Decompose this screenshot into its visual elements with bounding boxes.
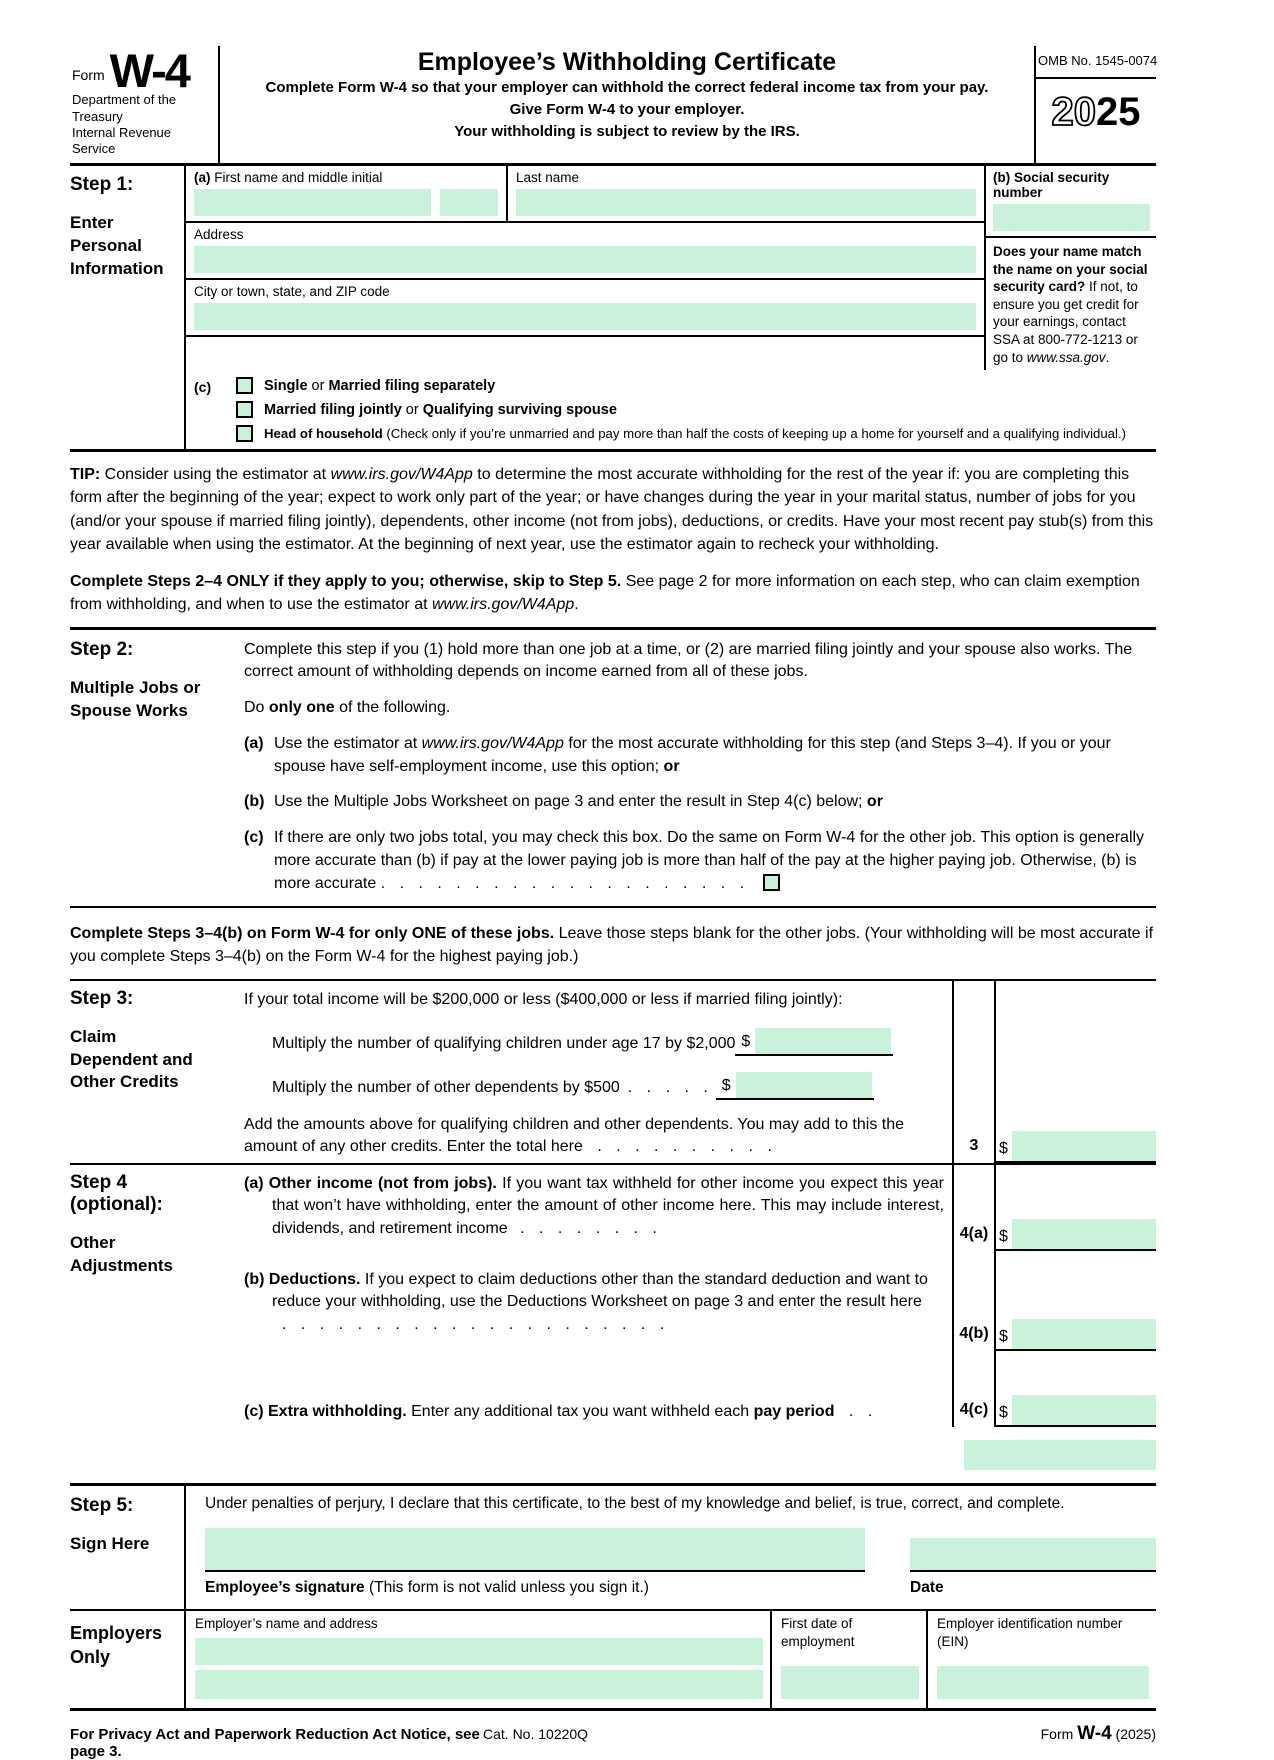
filing-option-head-household	[236, 425, 1156, 442]
filing-option-married-jointly	[236, 401, 1156, 418]
option2-or: or	[401, 401, 423, 418]
option3-tail: (Check only if you’re unmarried and pay more than half the costs of keeping up a home for yourself and a qualifying individual.)	[386, 426, 1127, 442]
tip-paragraph	[70, 463, 1156, 556]
ssa-note-text: If not, to ensure you get credit for your earnings, contact SSA at 800-772-1213 or go to	[993, 279, 1139, 365]
option1-or: or	[307, 377, 329, 394]
page-title: Employee’s Withholding Certificate	[417, 48, 837, 76]
dot-leader: . . . . .	[627, 1079, 708, 1097]
year-prefix: 20	[1051, 90, 1096, 134]
step4b-text	[244, 1269, 944, 1336]
estimator-link-3: www.irs.gov/W4App	[421, 734, 564, 752]
footer-form-id	[743, 1723, 1156, 1745]
step2a-text-1: Use the estimator at	[274, 734, 422, 752]
step3-subtitle: Claim Dependent and Other Credits	[70, 1026, 193, 1092]
married-jointly-checkbox[interactable]	[236, 401, 253, 418]
step1-label-col	[70, 166, 186, 449]
filing-status-row	[186, 370, 1156, 449]
step3-num-cell	[952, 981, 996, 1017]
steps24-note-bold: Complete Steps 2–4 ONLY if they apply to you; otherwise, skip to Step 5.	[70, 572, 622, 590]
step4-title: Step 4 (optional):	[70, 1172, 163, 1216]
step2c-prefix: (c)	[244, 829, 264, 847]
dollar-sign: $	[999, 1228, 1008, 1246]
step2-section	[70, 630, 1156, 895]
ssa-note	[986, 238, 1156, 370]
head-household-checkbox[interactable]	[236, 425, 253, 442]
dot-leader: . .	[848, 1402, 873, 1420]
omb-year-block	[1034, 46, 1156, 163]
option2-bold1: Married filing jointly	[264, 401, 402, 418]
total-credits-text	[244, 1114, 944, 1159]
step2-title: Step 2:	[70, 638, 134, 660]
step4b-bold: (b) Deductions.	[244, 1271, 361, 1289]
step2a-item	[244, 733, 1156, 778]
date-label: Date	[910, 1579, 944, 1597]
step4b-body: If you expect to claim deductions other than the standard deduction and want to reduce your withholding, use the Deductions Worksheet on page 3 and enter the result here	[272, 1271, 928, 1311]
step1a-prefix: (a)	[194, 170, 211, 186]
privacy-notice: For Privacy Act and Paperwork Reduction Act Notice, see page 3.	[70, 1726, 480, 1760]
single-filing-checkbox[interactable]	[236, 377, 253, 394]
ssa-note-end: .	[1105, 349, 1110, 365]
employer-name-cell	[186, 1611, 772, 1708]
tip-text-1: Consider using the estimator at	[100, 466, 331, 484]
signature-label	[205, 1579, 895, 1597]
tax-year	[1036, 90, 1156, 135]
perjury-statement: Under penalties of perjury, I declare that this certificate, to the best of my knowledge and belief, is true, correct, and complete.	[205, 1495, 1065, 1513]
option1-bold1: Single	[264, 377, 308, 394]
subtitle-line-2: Give Form W-4 to your employer.	[509, 100, 745, 118]
step2c-text: If there are only two jobs total, you may check this box. Do the same on Form W-4 for the other job. This option is generally more accurate than (b) if pay at the lower paying job is more than half of the pay at the higher paying job. Otherwise, (b) is more accurate	[274, 829, 1145, 892]
do-text-2: of the following.	[334, 699, 451, 717]
step4a-text	[244, 1173, 944, 1240]
qualifying-children-line	[272, 1028, 944, 1056]
step4c-body: Enter any additional tax you want withheld each	[406, 1402, 754, 1420]
divider	[70, 906, 1156, 908]
step2-do-line	[244, 697, 1156, 720]
signature-input[interactable]	[205, 1528, 865, 1572]
employers-only-label: Employers Only	[70, 1623, 163, 1668]
dollar-sign: $	[721, 1077, 731, 1095]
step2b-text: Use the Multiple Jobs Worksheet on page 3 and enter the result in Step 4(c) below;	[274, 793, 867, 811]
step1c-prefix: (c)	[194, 379, 212, 396]
other-income-input[interactable]	[1012, 1219, 1156, 1249]
date-input[interactable]	[910, 1538, 1156, 1572]
last-name-label: Last name	[516, 170, 580, 186]
step1-subtitle: Enter Personal Information	[70, 213, 164, 279]
other-dependents-amount-input[interactable]	[736, 1072, 872, 1098]
steps34-note-text: Leave those steps blank for the other jobs. (Your withholding will be most accurate if you complete Steps 3–4(b) on the Form W-4 for the highest paying job.)	[70, 924, 1154, 965]
step4a-bold: (a) Other income (not from jobs).	[244, 1175, 497, 1193]
tip-label: TIP:	[70, 466, 101, 484]
first-date-employment-input[interactable]	[781, 1666, 919, 1699]
step4c-pay-period: pay period	[753, 1402, 835, 1420]
step2-subtitle: Multiple Jobs or Spouse Works	[70, 677, 201, 720]
dollar-sign: $	[741, 1033, 751, 1051]
qualifying-children-amount-input[interactable]	[755, 1028, 891, 1054]
steps34-note-bold: Complete Steps 3–4(b) on Form W-4 for only ONE of these jobs.	[70, 924, 555, 942]
total-credits-sentence: Add the amounts above for qualifying children and other dependents. You may add to this the amount of any other credits. Enter the total here	[244, 1115, 905, 1156]
step2-intro: Complete this step if you (1) hold more than one job at a time, or (2) are married filing jointly and your spouse also works. The correct amount of withholding depends on income earned from all of these jobs.	[244, 640, 1133, 681]
employer-name-label: Employer’s name and address	[195, 1616, 378, 1632]
step4-subtitle: Other Adjustments	[70, 1233, 173, 1276]
step1-section	[70, 166, 1156, 452]
address-input[interactable]	[194, 246, 976, 273]
catalog-number: Cat. No. 10220Q	[483, 1726, 589, 1743]
first-date-cell	[772, 1611, 928, 1708]
steps34-note	[70, 922, 1156, 968]
dollar-sign: $	[999, 1139, 1008, 1157]
step4-section	[70, 1165, 1156, 1427]
step2b-or: or	[866, 793, 883, 811]
steps24-note-end: .	[574, 596, 579, 614]
filing-option-single	[236, 377, 1156, 394]
step3-section	[70, 981, 1156, 1163]
dot-leader: . . . . . . . . . . . . . . . . . . . . .	[282, 1315, 665, 1333]
step4c-bold: (c) Extra withholding.	[244, 1402, 407, 1420]
estimator-link-2: www.irs.gov/W4App	[431, 596, 575, 614]
option1-bold2: Married filing separately	[328, 377, 496, 394]
line-4c-number: 4(c)	[952, 1351, 996, 1427]
option2-bold2: Qualifying surviving spouse	[422, 401, 617, 418]
step1b-prefix: (b)	[993, 170, 1011, 186]
last-name-input[interactable]	[516, 189, 976, 216]
city-state-zip-label: City or town, state, and ZIP code	[194, 284, 390, 300]
last-name-cell	[508, 166, 984, 221]
dollar-sign: $	[999, 1328, 1008, 1346]
extra-withholding-input[interactable]	[1012, 1395, 1156, 1425]
middle-initial-input[interactable]	[440, 189, 498, 216]
footer-form-number: W-4	[1077, 1723, 1112, 1745]
do-only-one: only one	[268, 699, 335, 717]
do-text-1: Do	[244, 699, 269, 717]
employer-address-input[interactable]	[195, 1670, 763, 1699]
dot-leader: . . . . . . . .	[520, 1219, 657, 1237]
two-jobs-checkbox[interactable]	[763, 874, 780, 891]
ein-label: Employer identification number (EIN)	[937, 1616, 1123, 1649]
step4c-text	[244, 1401, 944, 1423]
dot-leader: . . . . . . . . . .	[597, 1138, 772, 1156]
form-id-block	[70, 46, 220, 163]
ssa-link: www.ssa.gov	[1026, 349, 1106, 365]
other-dependents-text: Multiply the number of other dependents by $500	[272, 1079, 620, 1097]
steps24-note-text: See page 2 for more information on each step, who can claim exemption from withholding, and when to use the estimator at	[70, 572, 1140, 614]
first-date-label: First date of employment	[781, 1616, 855, 1649]
year-suffix: 25	[1096, 90, 1141, 134]
form-content	[70, 46, 1156, 1760]
step2b-prefix: (b)	[244, 793, 265, 811]
steps24-note	[70, 570, 1156, 616]
first-name-cell	[186, 166, 508, 221]
qualifying-children-text: Multiply the number of qualifying children under age 17 by $2,000	[272, 1035, 736, 1053]
step2c-dot-leader: . . . . . . . . . . . . . . . . . . . .	[380, 874, 745, 892]
step2b-item	[244, 791, 1156, 814]
estimator-link: www.irs.gov/W4App	[330, 466, 473, 484]
line-4b-number: 4(b)	[952, 1251, 996, 1351]
option3-bold: Head of household	[264, 426, 383, 442]
total-credits-input[interactable]	[1012, 1131, 1156, 1161]
ssn-label: Social security number	[993, 170, 1110, 201]
subtitle-line-1: Complete Form W-4 so that your employer can withhold the correct federal income tax from your pay.	[265, 79, 989, 96]
subtitle-line-3: Your withholding is subject to review by the IRS.	[454, 122, 800, 140]
address-label: Address	[194, 227, 244, 243]
dollar-sign: $	[999, 1404, 1008, 1422]
line-4a-number: 4(a)	[952, 1165, 996, 1251]
step5-subtitle: Sign Here	[70, 1534, 150, 1554]
ein-input[interactable]	[937, 1666, 1149, 1699]
first-name-label: First name and middle initial	[214, 170, 383, 186]
city-state-zip-input[interactable]	[194, 303, 976, 330]
ssn-input[interactable]	[993, 204, 1150, 231]
city-cell	[186, 280, 984, 337]
step3-intro: If your total income will be $200,000 or less ($400,000 or less if married filing jointly):	[244, 990, 843, 1008]
step3-title: Step 3:	[70, 987, 134, 1009]
deductions-input[interactable]	[1012, 1319, 1156, 1349]
step4a-body: If you want tax withheld for other income you expect this year that won’t have withholding, enter the amount of other income here. This may include interest, dividends, and retirement income	[272, 1175, 944, 1237]
step1-title: Step 1:	[70, 174, 134, 196]
step2a-text-2: for the most accurate withholding for this step (and Steps 3–4). If you or your spouse have self-employment income, use this option;	[274, 734, 1111, 775]
title-block	[220, 46, 1034, 163]
step2c-item	[244, 827, 1156, 895]
form-word: Form	[72, 67, 105, 84]
dept-irs: Internal Revenue Service	[72, 124, 172, 157]
step2a-or: or	[663, 757, 680, 775]
line-3-number: 3	[952, 1105, 996, 1163]
address-cell	[186, 223, 984, 280]
employer-name-input[interactable]	[195, 1638, 763, 1665]
form-number: W-4	[109, 44, 189, 97]
signature-label-bold: Employee’s signature	[205, 1579, 365, 1597]
step5-section	[70, 1486, 1156, 1611]
ein-cell	[928, 1611, 1156, 1708]
step2a-prefix: (a)	[244, 734, 264, 752]
ssn-cell	[986, 166, 1156, 238]
extra-amount-row	[70, 1440, 1156, 1470]
ssa-note-question: Does your name match the name on your social security card?	[993, 244, 1148, 295]
dept-treasury: Department of the Treasury	[72, 92, 177, 124]
other-dependents-line	[272, 1072, 944, 1100]
first-name-input[interactable]	[194, 189, 431, 216]
form-header	[70, 46, 1156, 166]
omb-number: OMB No. 1545-0074	[1036, 46, 1156, 79]
tip-text-2: to determine the most accurate withholding for the rest of the year if: you are completing this form after the beginning of the year; expect to work only part of the year; or have changes during the year in your marital status, number of jobs for you (and/or your spouse if married filing jointly), dependents, other income (not from jobs), deductions, or credits. Have your most recent pay stub(s) from this year available when using the estimator. At the beginning of next year, use the estimator again to recheck your withholding.	[70, 466, 1154, 553]
footer-form-word: Form	[1040, 1726, 1074, 1743]
extra-amount-input[interactable]	[964, 1440, 1156, 1470]
footer-form-year: (2025)	[1115, 1726, 1156, 1743]
employers-section	[70, 1611, 1156, 1711]
page-footer	[70, 1723, 1156, 1760]
step5-title: Step 5:	[70, 1495, 134, 1517]
signature-label-note: (This form is not valid unless you sign it.)	[364, 1579, 649, 1597]
